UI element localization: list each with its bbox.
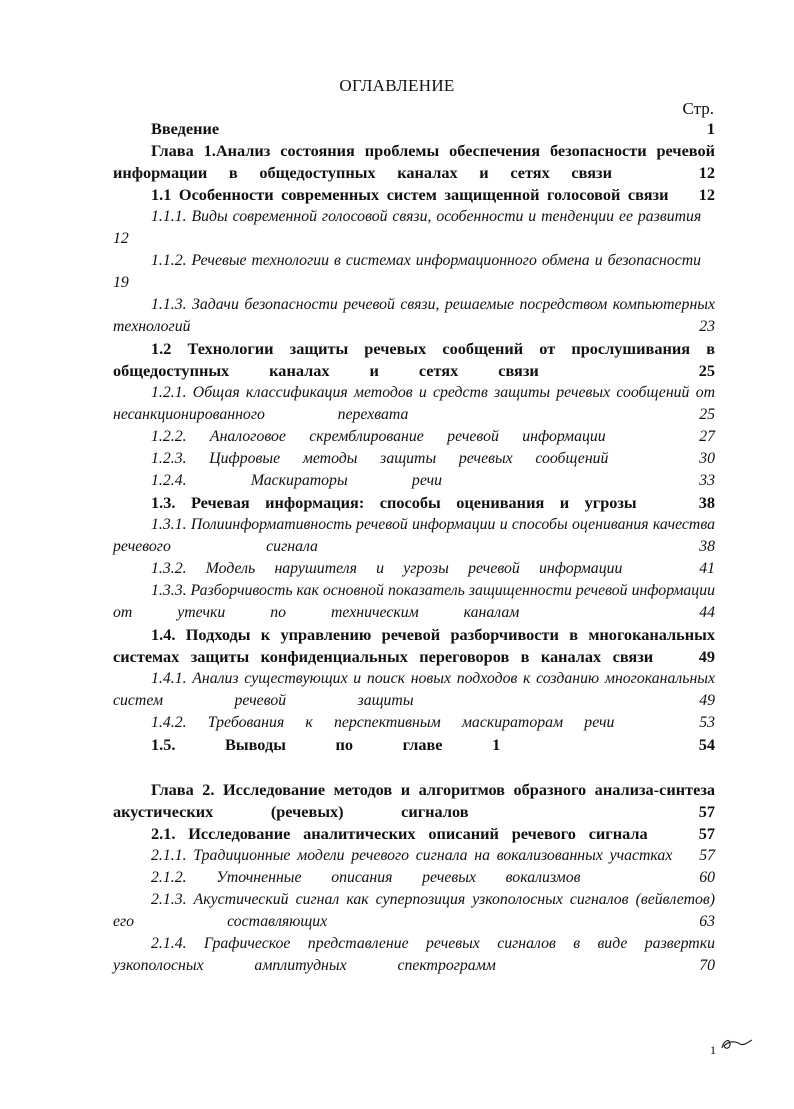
toc-entry[interactable] bbox=[113, 206, 715, 250]
toc-entry[interactable] bbox=[113, 294, 715, 338]
toc-entry-title: 2.1.4. Графическое представление речевых сигналов в виде развертки узкополосных амплитудных спектрограмм bbox=[113, 935, 715, 974]
toc-entry-page: 12 bbox=[698, 163, 716, 182]
toc-entry[interactable] bbox=[113, 580, 715, 624]
toc-entry[interactable] bbox=[113, 492, 715, 514]
toc-entry-page: 44 bbox=[699, 604, 715, 621]
toc-entry-page: 38 bbox=[698, 493, 715, 512]
toc-entry-page: 63 bbox=[699, 913, 715, 930]
toc-entry-title: Введение bbox=[151, 119, 220, 138]
toc-entry[interactable] bbox=[113, 382, 715, 426]
toc-entry[interactable] bbox=[113, 845, 715, 867]
toc-entry[interactable] bbox=[113, 889, 715, 933]
toc-entry-title: 2.1.2. Уточненные описания речевых вокализмов bbox=[151, 869, 581, 886]
toc-entry[interactable] bbox=[113, 558, 715, 580]
toc-entry[interactable] bbox=[113, 470, 715, 492]
toc-entry-page: 12 bbox=[698, 185, 716, 204]
toc-entry[interactable] bbox=[113, 712, 715, 734]
table-of-contents bbox=[113, 118, 715, 977]
toc-entry-title: 1.1.3. Задачи безопасности речевой связи, решаемые посредством компьютерных технологий bbox=[113, 296, 715, 335]
toc-entry-title: 1.2.2. Аналоговое скремблирование речевой информации bbox=[151, 428, 606, 445]
toc-entry-title: 1.1 Особенности современных систем защищенной голосовой связи bbox=[151, 185, 669, 204]
toc-entry-page: 49 bbox=[698, 647, 715, 666]
toc-entry-page: 23 bbox=[699, 318, 715, 335]
toc-entry[interactable] bbox=[113, 867, 715, 889]
toc-entry-title: 1.1.1. Виды современной голосовой связи, особенности и тенденции ее развития bbox=[151, 208, 702, 225]
toc-entry[interactable] bbox=[113, 448, 715, 470]
signature-icon bbox=[708, 1032, 756, 1056]
toc-entry-title: 2.1.3. Акустический сигнал как суперпозиция узкополосных сигналов (вейвлетов) его составляющих bbox=[113, 891, 715, 930]
handwritten-signature bbox=[708, 1032, 756, 1056]
page-title: ОГЛАВЛЕНИЕ bbox=[339, 76, 455, 95]
toc-entry-title: 1.3.3. Разборчивость как основной показатель защищенности речевой информации от утечки по техническим каналам bbox=[113, 582, 715, 621]
section-gap bbox=[113, 756, 715, 779]
toc-entry[interactable] bbox=[113, 338, 715, 382]
toc-entry-page: 33 bbox=[699, 472, 715, 489]
toc-entry-page: 53 bbox=[699, 714, 715, 731]
toc-entry-title: 1.3.1. Полиинформативность речевой информации и способы оценивания качества речевого сигнала bbox=[113, 516, 715, 555]
toc-entry[interactable] bbox=[113, 184, 715, 206]
toc-entry[interactable] bbox=[113, 426, 715, 448]
toc-entry[interactable] bbox=[113, 668, 715, 712]
toc-entry-page: 70 bbox=[699, 957, 715, 974]
page-column-label: Стр. bbox=[682, 99, 714, 118]
toc-entry-title: 1.1.2. Речевые технологии в системах информационного обмена и безопасности bbox=[151, 252, 702, 269]
toc-entry-title: Глава 1.Анализ состояния проблемы обеспечения безопасности речевой информации в общедоступных каналах и сетях связи bbox=[113, 141, 715, 182]
toc-entry[interactable] bbox=[113, 779, 715, 823]
toc-entry[interactable] bbox=[113, 140, 715, 184]
toc-entry[interactable] bbox=[113, 624, 715, 668]
toc-entry-page: 41 bbox=[699, 560, 715, 577]
toc-entry-title: 1.5. Выводы по главе 1 bbox=[151, 735, 501, 754]
toc-entry[interactable] bbox=[113, 250, 715, 294]
toc-entry-page: 57 bbox=[699, 847, 716, 864]
toc-entry-title: 1.3. Речевая информация: способы оценивания и угрозы bbox=[151, 493, 637, 512]
toc-entry-title: Глава 2. Исследование методов и алгоритмов образного анализа-синтеза акустических (речевых) сигналов bbox=[113, 780, 715, 821]
toc-entry-page: 30 bbox=[699, 450, 715, 467]
toc-entry-page: 60 bbox=[699, 869, 715, 886]
toc-entry[interactable] bbox=[113, 933, 715, 977]
toc-entry-title: 1.3.2. Модель нарушителя и угрозы речевой информации bbox=[151, 560, 623, 577]
toc-entry-title: 1.4.2. Требования к перспективным маскираторам речи bbox=[151, 714, 615, 731]
toc-entry-page: 12 bbox=[113, 230, 129, 247]
toc-entry-page: 57 bbox=[698, 824, 715, 843]
toc-entry-title: 2.1. Исследование аналитических описаний речевого сигнала bbox=[151, 824, 648, 843]
toc-entry-title: 1.4. Подходы к управлению речевой разборчивости в многоканальных системах защиты конфиденциальных переговоров в каналах связи bbox=[113, 625, 715, 666]
toc-entry-page: 57 bbox=[698, 802, 716, 821]
toc-entry-page: 54 bbox=[698, 735, 715, 754]
toc-entry-page: 27 bbox=[699, 428, 715, 445]
toc-entry-title: 1.2.3. Цифровые методы защиты речевых сообщений bbox=[151, 450, 609, 467]
toc-entry-title: 2.1.1. Традиционные модели речевого сигнала на вокализованных участках bbox=[151, 847, 673, 864]
toc-entry-page: 1 bbox=[706, 119, 715, 138]
svg-text:1: 1 bbox=[710, 1043, 716, 1056]
toc-entry[interactable] bbox=[113, 118, 715, 140]
toc-entry[interactable] bbox=[113, 734, 715, 756]
toc-entry[interactable] bbox=[113, 514, 715, 558]
toc-entry-page: 49 bbox=[699, 692, 715, 709]
toc-entry-page: 25 bbox=[698, 361, 715, 380]
toc-entry-page: 38 bbox=[699, 538, 715, 555]
toc-entry-title: 1.2.4. Маскираторы речи bbox=[151, 472, 443, 489]
toc-entry-title: 1.2.1. Общая классификация методов и средств защиты речевых сообщений от несанкционированного перехвата bbox=[113, 384, 715, 423]
toc-entry[interactable] bbox=[113, 823, 715, 845]
toc-entry-page: 19 bbox=[113, 274, 129, 291]
toc-entry-title: 1.4.1. Анализ существующих и поиск новых подходов к созданию многоканальных систем речевой защиты bbox=[113, 670, 715, 709]
toc-entry-title: 1.2 Технологии защиты речевых сообщений от прослушивания в общедоступных каналах и сетях связи bbox=[113, 339, 715, 380]
toc-entry-page: 25 bbox=[699, 406, 715, 423]
